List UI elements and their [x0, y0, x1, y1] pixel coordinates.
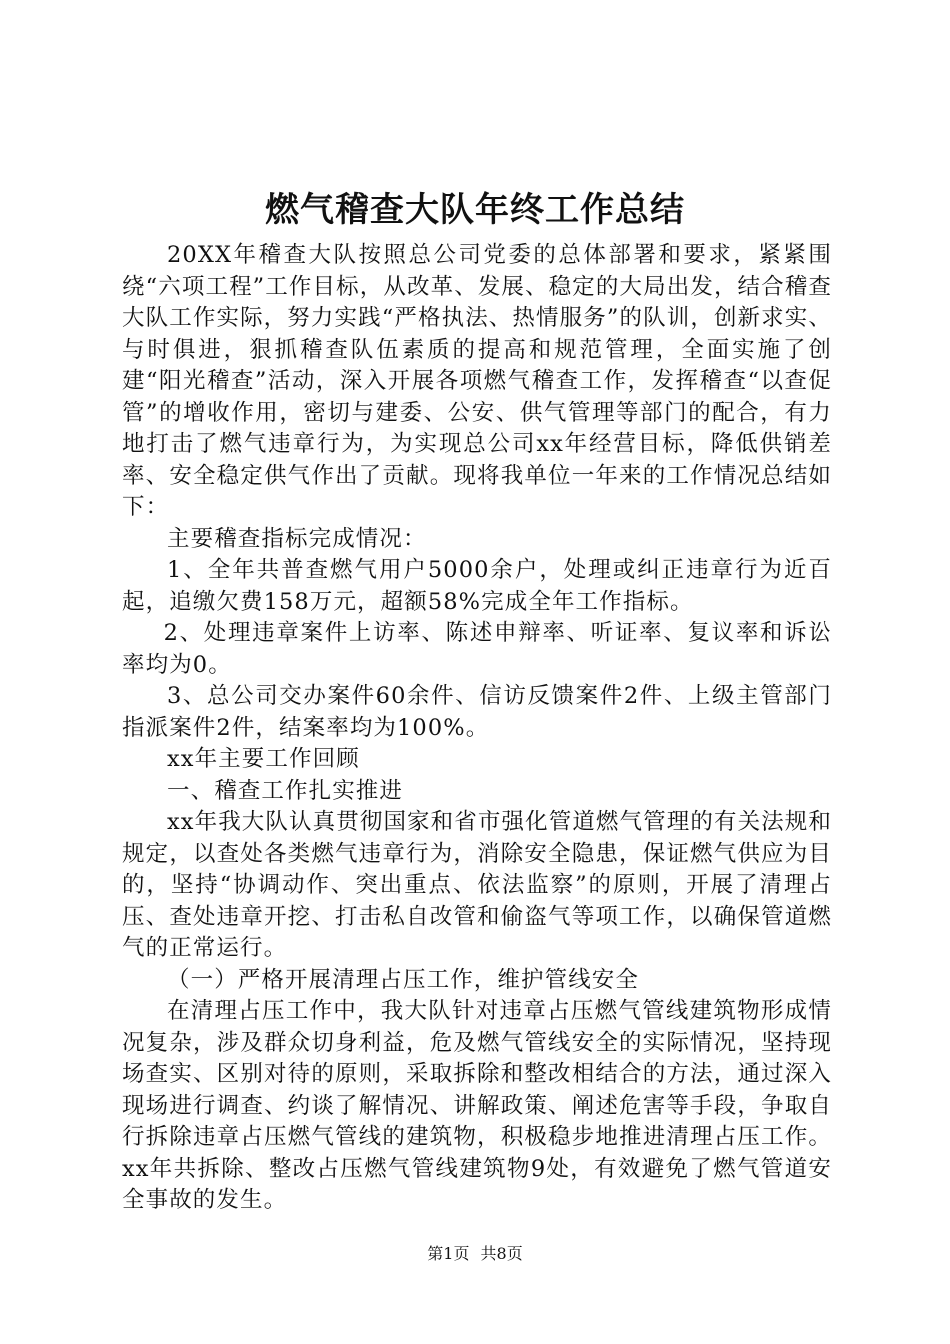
paragraph-subsection-1-heading: （一）严格开展清理占压工作，维护管线安全 — [167, 966, 640, 993]
paragraph-intro: 20XX年稽查大队按照总公司党委的总体部署和要求，紧紧围绕“六项工程”工作目标，从改革、发展、稳定的大局出发，结合稽查大队工作实际，努力实践“严格执法、热情服务”的队训，创新求实、与时俱进，狠抓稽查队伍素质的提高和规范管理，全面实施了创建“阳光稽查”活动，深入开展各项燃气稽查工作，发挥稽查“以查促管”的增收作用，密切与建委、公安、供气管理等部门的配合，有力地打击了燃气违章行为，为实现总公司xx年经营目标，降低供销差率、安全稳定供气作出了贡献。现将我单位一年来的工作情况总结如下： — [122, 242, 832, 520]
page-number: 第1页 — [427, 1244, 470, 1263]
document-body — [122, 240, 832, 1217]
paragraph-section-1-body: xx年我大队认真贯彻国家和省市强化管道燃气管理的有关法规和规定，以查处各类燃气违章行为，消除安全隐患，保证燃气供应为目的，坚持“协调动作、突出重点、依法监察”的原则，开展了清理占压、查处违章开挖、打击私自改管和偷盗气等项工作，以确保管道燃气的正常运行。 — [122, 809, 832, 961]
paragraph-indicator-3: 3、总公司交办案件60余件、信访反馈案件2件、上级主管部门指派案件2件，结案率均为100%。 — [122, 683, 832, 741]
page-total: 共8页 — [480, 1244, 523, 1263]
paragraph-subsection-1-body: 在清理占压工作中，我大队针对违章占压燃气管线建筑物形成情况复杂，涉及群众切身利益，危及燃气管线安全的实际情况，坚持现场查实、区别对待的原则，采取拆除和整改相结合的方法，通过深入现场进行调查、约谈了解情况、讲解政策、阐述危害等手段，争取自行拆除违章占压燃气管线的建筑物，积极稳步地推进清理占压工作。xx年共拆除、整改占压燃气管线建筑物9处，有效避免了燃气管道安全事故的发生。 — [122, 998, 832, 1213]
paragraph-indicator-2: 2、处理违章案件上访率、陈述申辩率、听证率、复议率和诉讼率均为0。 — [122, 620, 832, 678]
paragraph-indicators-heading: 主要稽查指标完成情况： — [167, 525, 427, 552]
page-footer — [0, 1243, 950, 1265]
paragraph-indicator-1: 1、全年共普查燃气用户5000余户，处理或纠正违章行为近百起，追缴欠费158万元，超额58%完成全年工作指标。 — [122, 557, 832, 615]
paragraph-section-1-heading: 一、稽查工作扎实推进 — [167, 777, 404, 804]
document-title: 燃气稽查大队年终工作总结 — [265, 190, 685, 230]
paragraph-review-heading: xx年主要工作回顾 — [167, 746, 360, 772]
